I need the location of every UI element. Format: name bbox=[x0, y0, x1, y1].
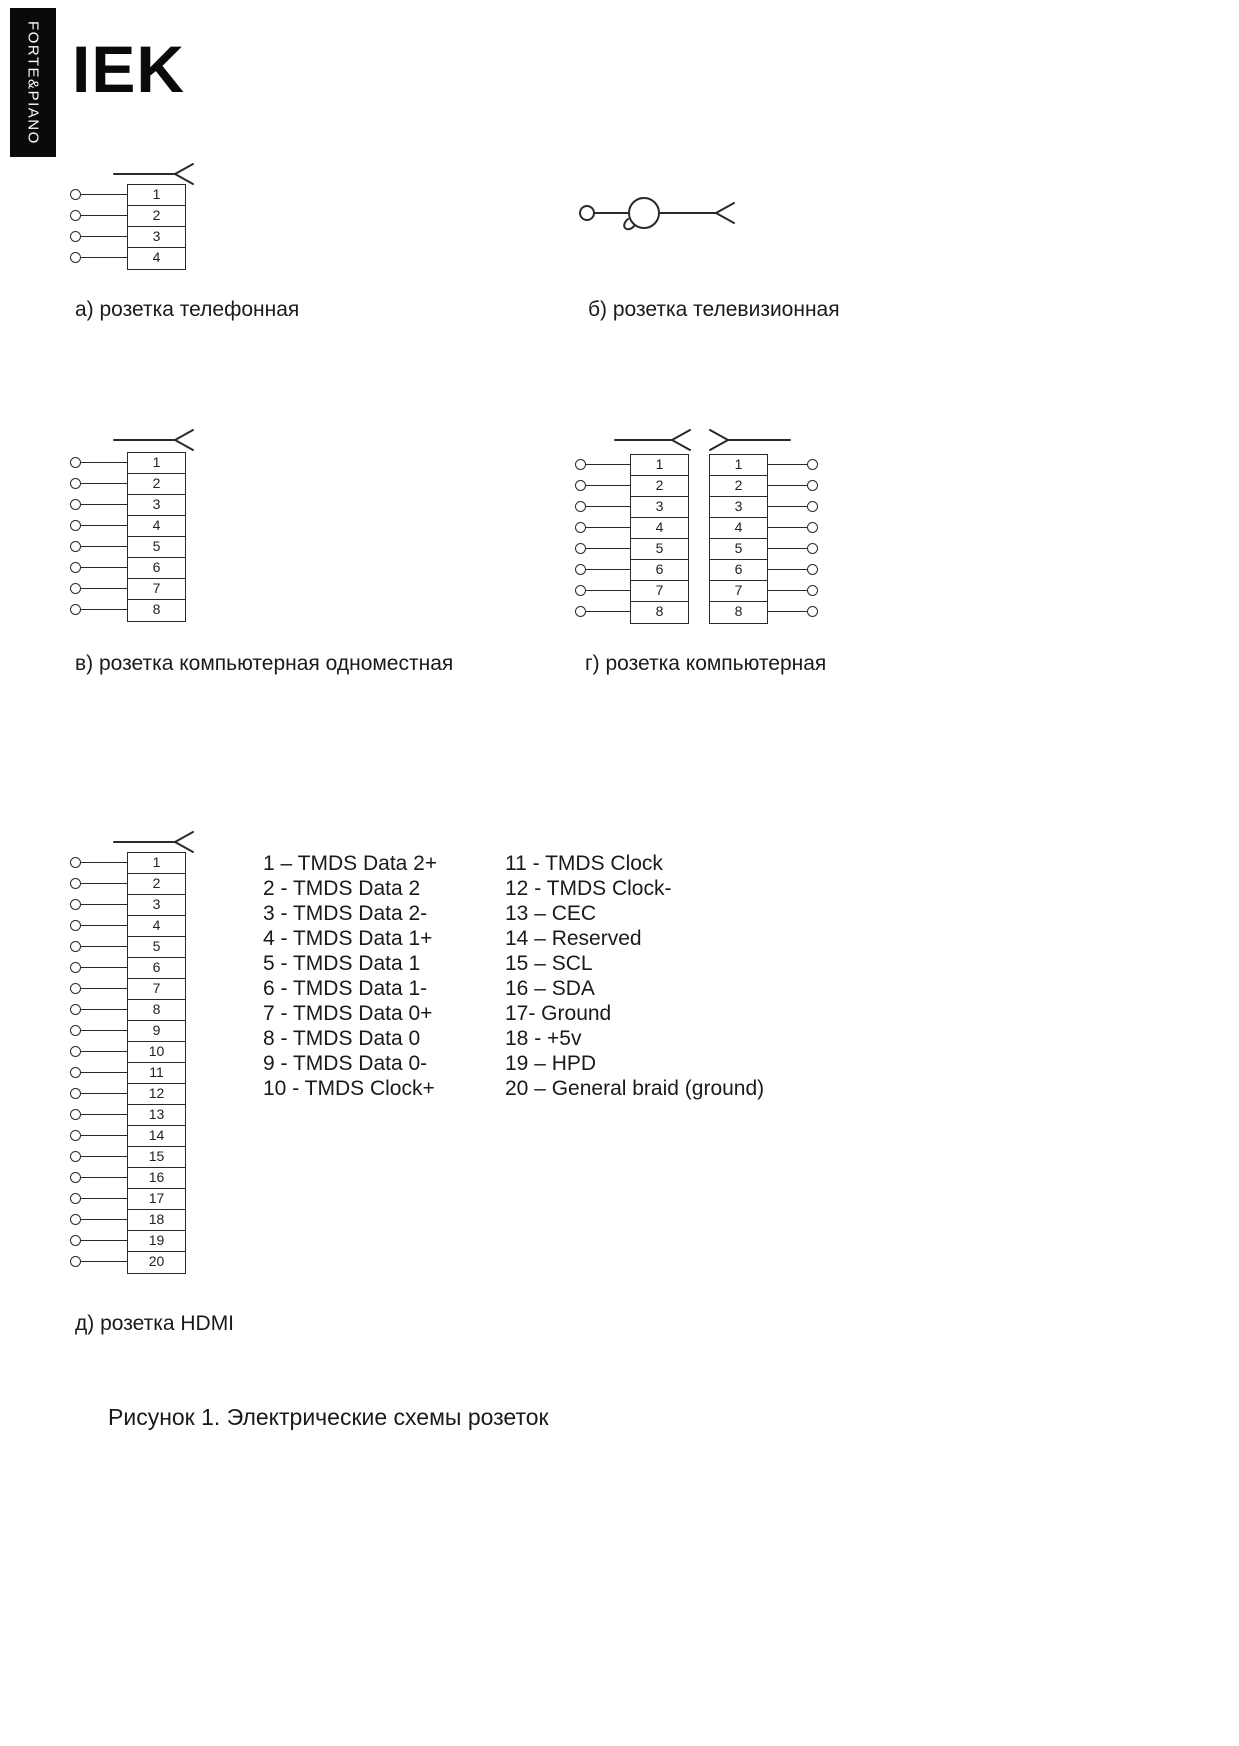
lead-line bbox=[768, 590, 807, 592]
lead-line bbox=[81, 257, 127, 259]
pin-number-column bbox=[127, 452, 186, 622]
terminal-circle bbox=[70, 1256, 81, 1267]
pin-function-item: 15 – SCL bbox=[505, 952, 593, 975]
terminal-circle bbox=[70, 252, 81, 263]
pin-number-cell: 3 bbox=[128, 895, 185, 916]
lead-line bbox=[768, 548, 807, 550]
lead-line bbox=[81, 1009, 127, 1011]
pin-function-column-2 bbox=[505, 851, 764, 1101]
pin-number-cell: 7 bbox=[710, 581, 767, 602]
terminal-row bbox=[768, 496, 818, 517]
terminal-circle bbox=[575, 501, 586, 512]
pin-number-column bbox=[127, 184, 186, 270]
terminal-circle bbox=[70, 231, 81, 242]
terminal-circle bbox=[807, 522, 818, 533]
pin-number-cell: 2 bbox=[128, 874, 185, 895]
terminal-row bbox=[768, 517, 818, 538]
terminal-row bbox=[575, 454, 630, 475]
pin-number-cell: 10 bbox=[128, 1042, 185, 1063]
plug-symbol bbox=[113, 826, 203, 854]
pin-number-cell: 2 bbox=[128, 206, 185, 227]
series-sidebar bbox=[10, 8, 56, 157]
terminal-row bbox=[70, 894, 127, 915]
terminal-circle bbox=[807, 543, 818, 554]
pin-function-item: 3 - TMDS Data 2- bbox=[263, 902, 428, 925]
terminal-circle bbox=[70, 857, 81, 868]
terminal-circle bbox=[70, 210, 81, 221]
terminal-circle bbox=[70, 499, 81, 510]
terminal-circle bbox=[70, 1046, 81, 1057]
pin-number-cell: 4 bbox=[128, 916, 185, 937]
lead-line bbox=[81, 462, 127, 464]
terminal-circle bbox=[70, 478, 81, 489]
pin-number-cell: 4 bbox=[152, 249, 161, 265]
pin-number-cell: 13 bbox=[128, 1105, 185, 1126]
lead-line bbox=[586, 527, 630, 529]
terminal-row bbox=[575, 580, 630, 601]
pin-number-cell: 2 bbox=[631, 476, 688, 497]
terminal-row bbox=[70, 1083, 127, 1104]
terminal-row bbox=[70, 852, 127, 873]
pin-number-cell: 19 bbox=[128, 1231, 185, 1252]
terminal-row bbox=[768, 580, 818, 601]
terminal-circle bbox=[70, 1235, 81, 1246]
pin-function-item: 8 - TMDS Data 0 bbox=[263, 1027, 421, 1050]
lead-line bbox=[81, 1219, 127, 1221]
terminal-row bbox=[70, 473, 127, 494]
terminal-row bbox=[70, 999, 127, 1020]
terminal-row bbox=[70, 1062, 127, 1083]
terminal-row bbox=[575, 601, 630, 622]
terminal-circle bbox=[70, 1193, 81, 1204]
pin-number-cell: 7 bbox=[128, 579, 185, 600]
lead-line bbox=[81, 1093, 127, 1095]
pin-number-cell: 2 bbox=[710, 476, 767, 497]
terminal-row bbox=[70, 1041, 127, 1062]
terminal-row bbox=[575, 538, 630, 559]
terminal-circle bbox=[70, 1025, 81, 1036]
lead-line bbox=[81, 588, 127, 590]
lead-line bbox=[81, 862, 127, 864]
terminal-row bbox=[768, 475, 818, 496]
lead-line bbox=[81, 1114, 127, 1116]
terminal-circle bbox=[575, 564, 586, 575]
pin-number-cell: 4 bbox=[710, 518, 767, 539]
terminal-row bbox=[70, 957, 127, 978]
plug-symbols bbox=[575, 424, 819, 452]
lead-line bbox=[81, 1072, 127, 1074]
lead-line bbox=[586, 611, 630, 613]
lead-line bbox=[81, 1198, 127, 1200]
pin-number-cell: 7 bbox=[128, 979, 185, 1000]
iek-logo: IEK bbox=[72, 32, 186, 106]
terminal-row bbox=[70, 494, 127, 515]
pin-number-column bbox=[127, 852, 186, 1274]
terminal-row bbox=[70, 1104, 127, 1125]
lead-line bbox=[768, 506, 807, 508]
lead-line bbox=[81, 525, 127, 527]
pin-number-cell: 11 bbox=[128, 1063, 185, 1084]
terminal-circle bbox=[70, 1214, 81, 1225]
lead-line bbox=[586, 464, 630, 466]
pin-number-cell: 3 bbox=[710, 497, 767, 518]
terminal-column bbox=[70, 852, 127, 1272]
pin-function-item: 10 - TMDS Clock+ bbox=[263, 1077, 435, 1100]
diagram-label-computer-double: г) розетка компьютерная bbox=[585, 652, 827, 675]
terminal-row bbox=[70, 1020, 127, 1041]
terminal-column-left bbox=[575, 454, 630, 622]
lead-line bbox=[586, 590, 630, 592]
terminal-row bbox=[70, 1251, 127, 1272]
pin-number-cell: 6 bbox=[128, 558, 185, 579]
plug-symbol bbox=[113, 424, 203, 452]
terminal-circle bbox=[807, 480, 818, 491]
pin-number-cell: 18 bbox=[128, 1210, 185, 1231]
pin-number-cell: 7 bbox=[631, 581, 688, 602]
pin-number-cell: 1 bbox=[128, 185, 185, 206]
terminal-row bbox=[70, 184, 127, 205]
pin-number-cell: 3 bbox=[128, 227, 185, 248]
terminal-column bbox=[70, 184, 127, 268]
pin-number-column-left bbox=[630, 454, 689, 624]
terminal-circle bbox=[70, 962, 81, 973]
pin-function-item: 19 – HPD bbox=[505, 1052, 597, 1075]
terminal-row bbox=[575, 496, 630, 517]
lead-line bbox=[586, 485, 630, 487]
terminal-row bbox=[70, 1188, 127, 1209]
terminal-row bbox=[768, 559, 818, 580]
terminal-row bbox=[768, 601, 818, 622]
lead-line bbox=[81, 567, 127, 569]
terminal-circle bbox=[807, 585, 818, 596]
terminal-column bbox=[70, 452, 127, 620]
terminal-circle bbox=[70, 562, 81, 573]
terminal-circle bbox=[70, 899, 81, 910]
lead-line bbox=[81, 1051, 127, 1053]
lead-line bbox=[586, 506, 630, 508]
terminal-circle bbox=[70, 1151, 81, 1162]
pin-function-item: 2 - TMDS Data 2 bbox=[263, 877, 421, 900]
pin-number-cell: 1 bbox=[631, 455, 688, 476]
terminal-circle bbox=[70, 1172, 81, 1183]
terminal-row bbox=[70, 557, 127, 578]
pin-number-cell: 20 bbox=[148, 1253, 165, 1269]
diagram-label-telephone: а) розетка телефонная bbox=[75, 298, 300, 321]
terminal-circle bbox=[70, 604, 81, 615]
terminal-circle bbox=[70, 1067, 81, 1078]
terminal-circle bbox=[70, 457, 81, 468]
pin-number-cell: 16 bbox=[128, 1168, 185, 1189]
terminal-circle bbox=[575, 459, 586, 470]
terminal-row bbox=[70, 515, 127, 536]
diagram-label-computer-single: в) розетка компьютерная одноместная bbox=[75, 652, 454, 675]
pin-number-cell: 17 bbox=[128, 1189, 185, 1210]
pin-number-cell: 5 bbox=[128, 937, 185, 958]
pin-number-cell: 5 bbox=[631, 539, 688, 560]
lead-line bbox=[768, 527, 807, 529]
terminal-circle bbox=[70, 1130, 81, 1141]
lead-line bbox=[81, 925, 127, 927]
lead-line bbox=[81, 967, 127, 969]
diagram-label-tv: б) розетка телевизионная bbox=[588, 298, 840, 321]
pin-number-cell: 1 bbox=[710, 455, 767, 476]
pin-number-cell: 2 bbox=[128, 474, 185, 495]
terminal-circle bbox=[70, 983, 81, 994]
pin-number-cell: 5 bbox=[128, 537, 185, 558]
pin-number-cell: 8 bbox=[152, 601, 161, 617]
pin-number-cell: 8 bbox=[128, 1000, 185, 1021]
diagram-label-hdmi: д) розетка HDMI bbox=[75, 1312, 235, 1335]
pin-number-cell: 1 bbox=[128, 453, 185, 474]
hdmi-pin-function-list bbox=[263, 851, 764, 1101]
pin-function-item: 17- Ground bbox=[505, 1002, 612, 1025]
terminal-row bbox=[575, 517, 630, 538]
terminal-circle bbox=[807, 459, 818, 470]
lead-line bbox=[81, 1261, 127, 1263]
lead-line bbox=[768, 464, 807, 466]
terminal-circle bbox=[70, 878, 81, 889]
pin-number-cell: 8 bbox=[734, 603, 743, 619]
terminal-row bbox=[70, 1146, 127, 1167]
terminal-circle bbox=[807, 606, 818, 617]
lead-line bbox=[81, 1240, 127, 1242]
pin-number-cell: 3 bbox=[631, 497, 688, 518]
terminal-row bbox=[70, 915, 127, 936]
terminal-circle bbox=[70, 520, 81, 531]
terminal-circle bbox=[70, 541, 81, 552]
lead-line bbox=[81, 609, 127, 611]
lead-line bbox=[586, 569, 630, 571]
terminal-row bbox=[768, 454, 818, 475]
terminal-circle bbox=[70, 1088, 81, 1099]
lead-line bbox=[768, 611, 807, 613]
terminal-circle bbox=[575, 585, 586, 596]
lead-line bbox=[768, 569, 807, 571]
terminal-row bbox=[70, 205, 127, 226]
pin-function-item: 16 – SDA bbox=[505, 977, 595, 1000]
terminal-circle bbox=[807, 564, 818, 575]
pin-function-column-1 bbox=[263, 851, 505, 1101]
pin-function-item: 5 - TMDS Data 1 bbox=[263, 952, 421, 975]
lead-line bbox=[81, 988, 127, 990]
terminal-circle bbox=[575, 543, 586, 554]
pin-number-cell: 6 bbox=[710, 560, 767, 581]
pin-number-cell: 8 bbox=[655, 603, 664, 619]
terminal-row bbox=[70, 536, 127, 557]
terminal-row bbox=[575, 475, 630, 496]
lead-line bbox=[81, 904, 127, 906]
terminal-row bbox=[70, 1125, 127, 1146]
terminal-circle bbox=[575, 480, 586, 491]
terminal-circle bbox=[575, 522, 586, 533]
pin-number-column-right bbox=[709, 454, 768, 624]
terminal-row bbox=[70, 226, 127, 247]
lead-line bbox=[586, 548, 630, 550]
pin-function-item: 12 - TMDS Clock- bbox=[505, 877, 672, 900]
terminal-row bbox=[70, 1209, 127, 1230]
terminal-row bbox=[575, 559, 630, 580]
lead-line bbox=[81, 1135, 127, 1137]
pin-number-cell: 3 bbox=[128, 495, 185, 516]
pin-function-item: 18 - +5v bbox=[505, 1027, 582, 1050]
pin-function-item: 20 – General braid (ground) bbox=[505, 1077, 765, 1100]
pin-number-cell: 5 bbox=[710, 539, 767, 560]
pin-function-item: 4 - TMDS Data 1+ bbox=[263, 927, 433, 950]
terminal-row bbox=[70, 978, 127, 999]
terminal-circle bbox=[70, 941, 81, 952]
pin-function-item: 9 - TMDS Data 0- bbox=[263, 1052, 428, 1075]
lead-line bbox=[81, 236, 127, 238]
tv-socket-symbol bbox=[576, 190, 746, 236]
pin-number-cell: 4 bbox=[128, 516, 185, 537]
terminal-circle bbox=[575, 606, 586, 617]
lead-line bbox=[81, 483, 127, 485]
lead-line bbox=[81, 546, 127, 548]
terminal-circle bbox=[807, 501, 818, 512]
pin-function-item: 14 – Reserved bbox=[505, 927, 642, 950]
lead-line bbox=[81, 504, 127, 506]
series-label: FORTE&PIANO bbox=[24, 20, 42, 145]
pin-number-cell: 12 bbox=[128, 1084, 185, 1105]
terminal-row bbox=[70, 936, 127, 957]
terminal-circle bbox=[70, 1004, 81, 1015]
plug-symbol bbox=[113, 158, 203, 186]
pin-number-cell: 4 bbox=[631, 518, 688, 539]
lead-line bbox=[81, 883, 127, 885]
lead-line bbox=[81, 946, 127, 948]
pin-number-cell: 9 bbox=[128, 1021, 185, 1042]
terminal-circle bbox=[70, 1109, 81, 1120]
lead-line bbox=[81, 1156, 127, 1158]
figure-caption: Рисунок 1. Электрические схемы розеток bbox=[108, 1404, 549, 1430]
pin-number-cell: 1 bbox=[128, 853, 185, 874]
terminal-circle bbox=[70, 583, 81, 594]
terminal-row bbox=[70, 452, 127, 473]
pin-function-item: 11 - TMDS Clock bbox=[505, 852, 663, 875]
terminal-row bbox=[70, 873, 127, 894]
terminal-column-right bbox=[768, 454, 818, 622]
lead-line bbox=[81, 215, 127, 217]
pin-number-cell: 14 bbox=[128, 1126, 185, 1147]
terminal-row bbox=[70, 247, 127, 268]
pin-number-cell: 6 bbox=[631, 560, 688, 581]
pin-function-item: 7 - TMDS Data 0+ bbox=[263, 1002, 433, 1025]
lead-line bbox=[81, 194, 127, 196]
terminal-row bbox=[70, 599, 127, 620]
pin-number-cell: 15 bbox=[128, 1147, 185, 1168]
pin-function-item: 13 – CEC bbox=[505, 902, 597, 925]
terminal-circle bbox=[70, 189, 81, 200]
terminal-row bbox=[70, 1167, 127, 1188]
pin-number-cell: 6 bbox=[128, 958, 185, 979]
terminal-row bbox=[70, 1230, 127, 1251]
lead-line bbox=[768, 485, 807, 487]
terminal-row bbox=[768, 538, 818, 559]
terminal-circle bbox=[70, 920, 81, 931]
lead-line bbox=[81, 1177, 127, 1179]
terminal-row bbox=[70, 578, 127, 599]
pin-function-item: 6 - TMDS Data 1- bbox=[263, 977, 428, 1000]
pin-function-item: 1 – TMDS Data 2+ bbox=[263, 852, 438, 875]
lead-line bbox=[81, 1030, 127, 1032]
